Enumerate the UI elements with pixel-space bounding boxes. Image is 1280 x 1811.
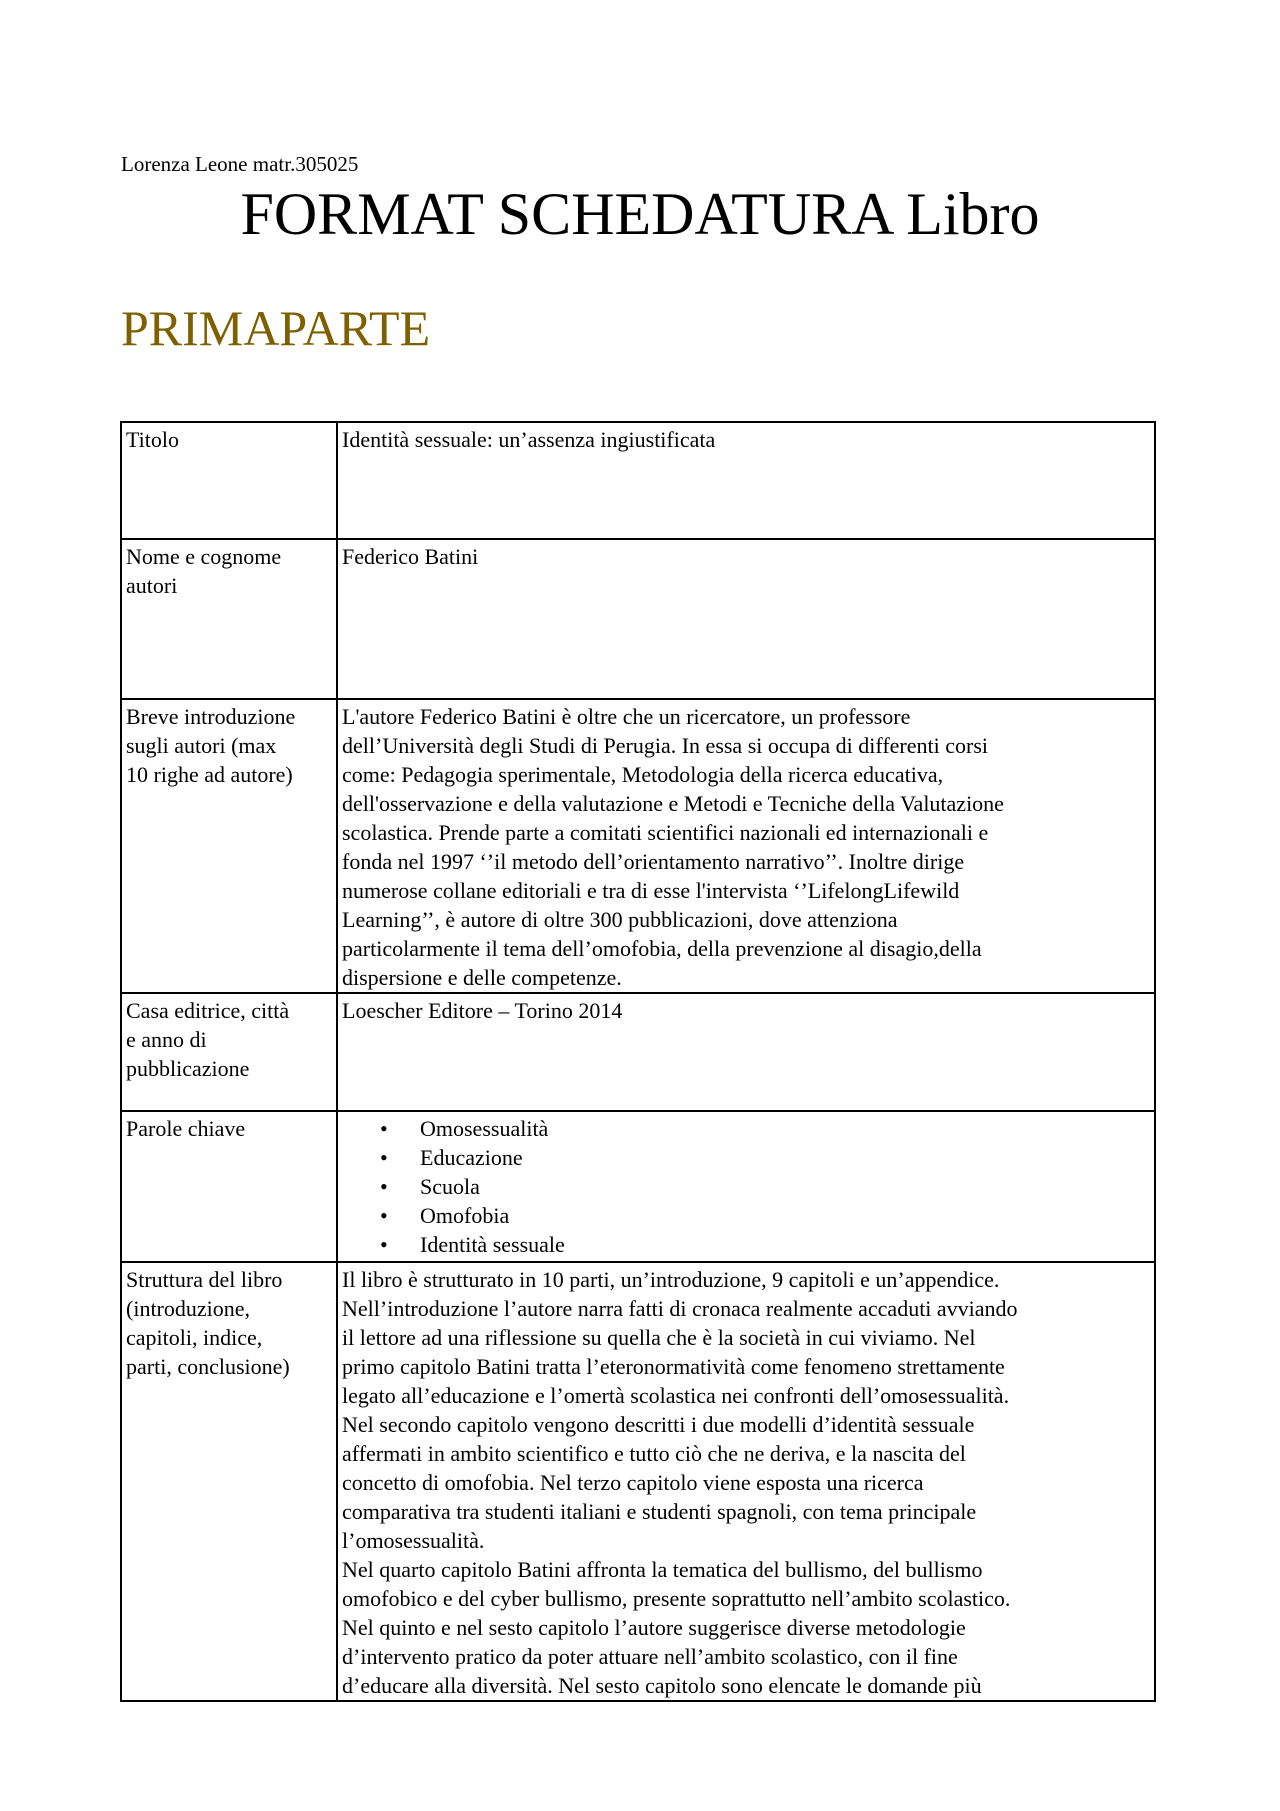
value-struttura (337, 1262, 1155, 1701)
value-autori: Federico Batini (337, 539, 1155, 699)
list-item: • Educazione (342, 1143, 1150, 1172)
table-row-struttura (121, 1262, 1155, 1701)
list-item: • Omofobia (342, 1201, 1150, 1230)
document-title: FORMAT SCHEDATURA Libro (240, 181, 1040, 247)
struttura-paragraph: Nel quinto e nel sesto capitolo l’autore suggerisce diverse metodologie d’intervento pratico da poter attuare nell’ambito scolastico, con il fine d’educare alla diversità. Nel sesto capitolo sono elencate le domande più (342, 1615, 982, 1698)
table-row-introduzione (121, 699, 1155, 993)
value-introduzione: L'autore Federico Batini è oltre che un ricercatore, un professore dell’Università degli Studi di Perugia. In essa si occupa di differenti corsi come: Pedagogia sperimentale, Metodologia della ricerca educativa, dell'osservazione e della valutazione e Metodi e Tecniche della Valutazione scolastica. Prende parte a comitati scientifici nazionali ed internazionali e fonda nel 1997 ‘’il metodo dell’orientamento narrativo’’. Inoltre dirige numerose collane editoriali e tra di esse l'intervista ‘’LifelongLifewild Learning’’, è autore di oltre 300 pubblicazioni, dove attenziona particolarmente il tema dell’omofobia, della prevenzione al disagio,della dispersione e delle competenze. (337, 699, 1155, 993)
table-row-casa-editrice (121, 993, 1155, 1111)
struttura-paragraph: Nel quarto capitolo Batini affronta la tematica del bullismo, del bullismo omofobico e del cyber bullismo, presente soprattutto nell’ambito scolastico. (342, 1557, 1011, 1611)
value-titolo: Identità sessuale: un’assenza ingiustificata (337, 422, 1155, 539)
value-parole-chiave (337, 1111, 1155, 1262)
label-autori: Nome e cognome autori (121, 539, 337, 699)
label-parole-chiave: Parole chiave (121, 1111, 337, 1262)
list-item: • Omosessualità (342, 1114, 1150, 1143)
label-introduzione: Breve introduzione sugli autori (max 10 righe ad autore) (121, 699, 337, 993)
keyword-list (342, 1114, 1150, 1259)
section-heading: PRIMAPARTE (121, 300, 431, 356)
book-record-table (120, 421, 1156, 1702)
author-line: Lorenza Leone matr.305025 (121, 152, 359, 176)
list-item: • Identità sessuale (342, 1230, 1150, 1259)
table-row-autori (121, 539, 1155, 699)
value-casa-editrice: Loescher Editore – Torino 2014 (337, 993, 1155, 1111)
label-casa-editrice: Casa editrice, città e anno di pubblicazione (121, 993, 337, 1111)
list-item: • Scuola (342, 1172, 1150, 1201)
label-titolo: Titolo (121, 422, 337, 539)
label-struttura: Struttura del libro (introduzione, capitoli, indice, parti, conclusione) (121, 1262, 337, 1701)
struttura-paragraph: Il libro è strutturato in 10 parti, un’introduzione, 9 capitoli e un’appendice. Nell’introduzione l’autore narra fatti di cronaca realmente accaduti avviando il lettore ad una riflessione su quella che è la società in cui viviamo. Nel primo capitolo Batini tratta l’eteronormatività come fenomeno strettamente legato all’educazione e l’omertà scolastica nei confronti dell’omosessualità. Nel secondo capitolo vengono descritti i due modelli d’identità sessuale affermati in ambito scientifico e tutto ciò che ne deriva, e la nascita del concetto di omofobia. Nel terzo capitolo viene esposta una ricerca comparativa tra studenti italiani e studenti spagnoli, con tema principale l’omosessualità. (342, 1267, 1018, 1553)
table-row-parole-chiave (121, 1111, 1155, 1262)
table-row-titolo (121, 422, 1155, 539)
